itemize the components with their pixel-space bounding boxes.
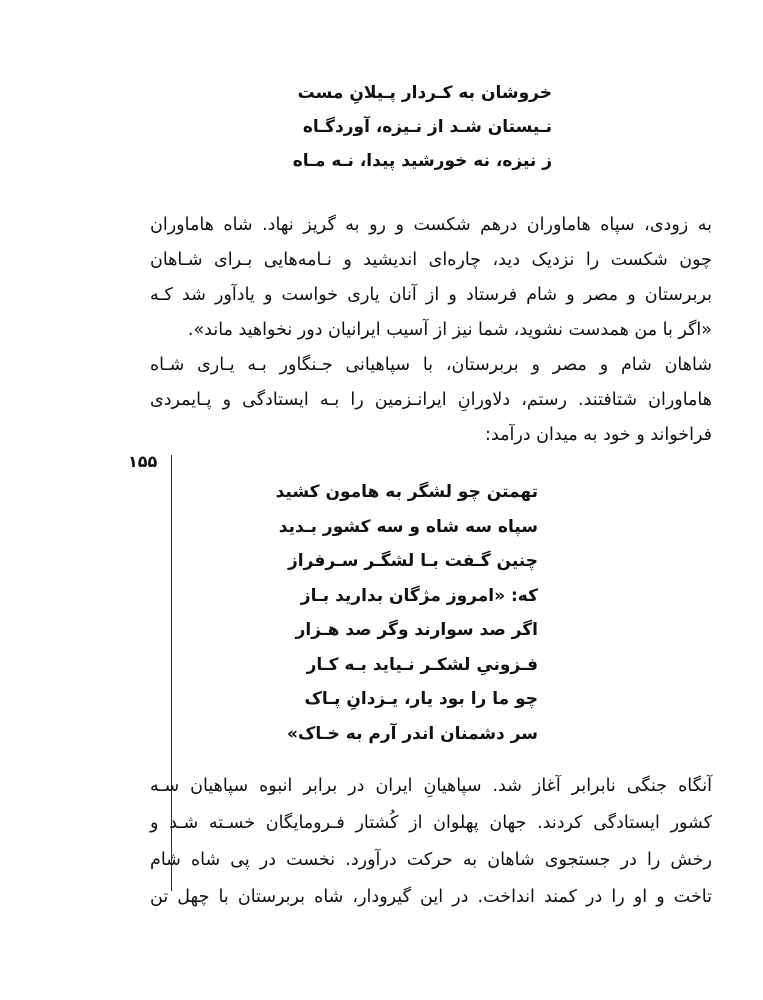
prose-line: بربرستان و مصر و شام فرستاد و از آنان یاری خواست و یادآور شد کـه: [150, 285, 712, 305]
prose-line: کشور ایستادگی کردند. جهان پهلوان از کُشتار فـرومایگان خسـته شـد و: [150, 813, 712, 833]
prose-line: «اگر با من همدست نشوید، شما نیز از آسیب ایرانیان دور نخواهید ماند».: [187, 320, 712, 340]
verse-line: ز نیزه، نه خورشید پیدا، نـه مـاه: [292, 151, 552, 171]
verse-line: نـیستان شـد از نـیزه، آوردگـاه: [302, 117, 552, 137]
verse-block-bottom: [276, 475, 538, 751]
verse-line: چو ما را بود یار، یـزدانِ پـاک: [304, 689, 538, 709]
verse-line: که: «امروز مژگان بدارید بـاز: [300, 585, 538, 606]
prose-line: به زودی، سپاه هاماوران درهم شکست و رو به گریز نهاد. شاه هاماوران: [150, 215, 712, 235]
verse-line: خروشان به کـردار پـیلانِ مست: [297, 83, 552, 103]
verse-line: چنین گـفت بـا لشگـر سـرفراز: [288, 551, 538, 571]
verse-block-top: [293, 76, 552, 178]
verse-line: سر دشمنان اندر آرم به خـاک»: [287, 723, 538, 744]
verse-line: سپاه سه شاه و سه کشور بـدید: [278, 516, 538, 537]
prose-line: چون شکست را نزدیک دید، چاره‌ای اندیشید و نـامه‌هایی بـرای شـاهان: [150, 250, 712, 270]
prose-line: شاهان شام و مصر و بربرستان، با سپاهیانی جـنگاور بـه یـاری شـاه: [150, 355, 712, 375]
prose-paragraph-1: [150, 208, 712, 453]
verse-line: اگر صد سوارند وگر صد هـزار: [295, 620, 538, 640]
verse-line: تهمتن چو لشگر به هامون کشید: [275, 482, 538, 502]
prose-line: آنگاه جنگی نابرابر آغاز شد. سپاهیانِ ایران در برابر انبوه سپاهیان سـه: [150, 776, 712, 796]
page-number: ۱۵۵: [128, 452, 158, 471]
prose-paragraph-2: [150, 768, 712, 916]
verse-line: فـزونیِ لشکـر نـیاید بـه کـار: [306, 654, 538, 675]
prose-line: تاخت و او را در کمند انداخت. در این گیرودار، شاه بربرستان با چهل تن: [150, 887, 712, 907]
prose-line: هاماوران شتافتند. رستم، دلاورانِ ایرانـزمین را بـه ایستادگی و پـایمردی: [150, 390, 712, 410]
prose-line: رخش را در جستجوی شاهان به حرکت درآورد. نخست در پی شاه شام: [150, 850, 712, 870]
prose-line: فراخواند و خود به میدان درآمد:: [485, 425, 712, 445]
